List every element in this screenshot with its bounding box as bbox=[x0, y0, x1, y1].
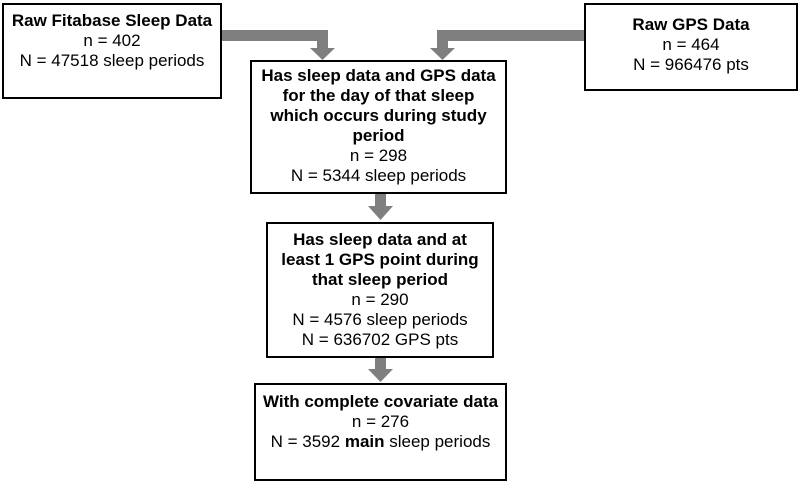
step2-N-gps: N = 636702 GPS pts bbox=[301, 330, 459, 349]
step3-N-prefix: N = 3592 bbox=[270, 432, 345, 451]
arrow-step2-to-step3 bbox=[368, 358, 393, 382]
step3-n: n = 276 bbox=[351, 412, 410, 431]
fitabase-n: n = 402 bbox=[83, 31, 141, 50]
gps-N: N = 966476 pts bbox=[633, 55, 749, 74]
step3-N-main: main bbox=[344, 432, 385, 451]
step3-N-suffix: sleep periods bbox=[384, 432, 491, 451]
arrow-step1-to-step2 bbox=[368, 194, 393, 220]
step2-N: N = 4576 sleep periods bbox=[292, 310, 468, 329]
complete-covariate-box bbox=[254, 383, 507, 481]
step3-title: With complete covariate data bbox=[262, 392, 499, 411]
raw-fitabase-sleep-box bbox=[2, 3, 222, 99]
gps-n: n = 464 bbox=[662, 35, 720, 54]
step2-n: n = 290 bbox=[351, 290, 409, 309]
step1-N: N = 5344 sleep periods bbox=[290, 166, 467, 185]
sleep-and-gps-day-box bbox=[250, 60, 507, 194]
gps-title: Raw GPS Data bbox=[632, 15, 750, 34]
arrow-gps-to-step1 bbox=[430, 30, 584, 60]
raw-gps-data-box bbox=[584, 3, 798, 91]
step1-title: Has sleep data and GPS data for the day of that sleep which occurs during study period bbox=[261, 66, 496, 145]
fitabase-N: N = 47518 sleep periods bbox=[19, 51, 205, 70]
step1-n: n = 298 bbox=[349, 146, 408, 165]
fitabase-title: Raw Fitabase Sleep Data bbox=[11, 11, 213, 30]
step2-title: Has sleep data and at least 1 GPS point during that sleep period bbox=[281, 230, 479, 289]
sleep-with-gps-point-box bbox=[266, 222, 494, 358]
arrow-fitabase-to-step1 bbox=[222, 30, 335, 60]
step3-N bbox=[262, 432, 499, 452]
